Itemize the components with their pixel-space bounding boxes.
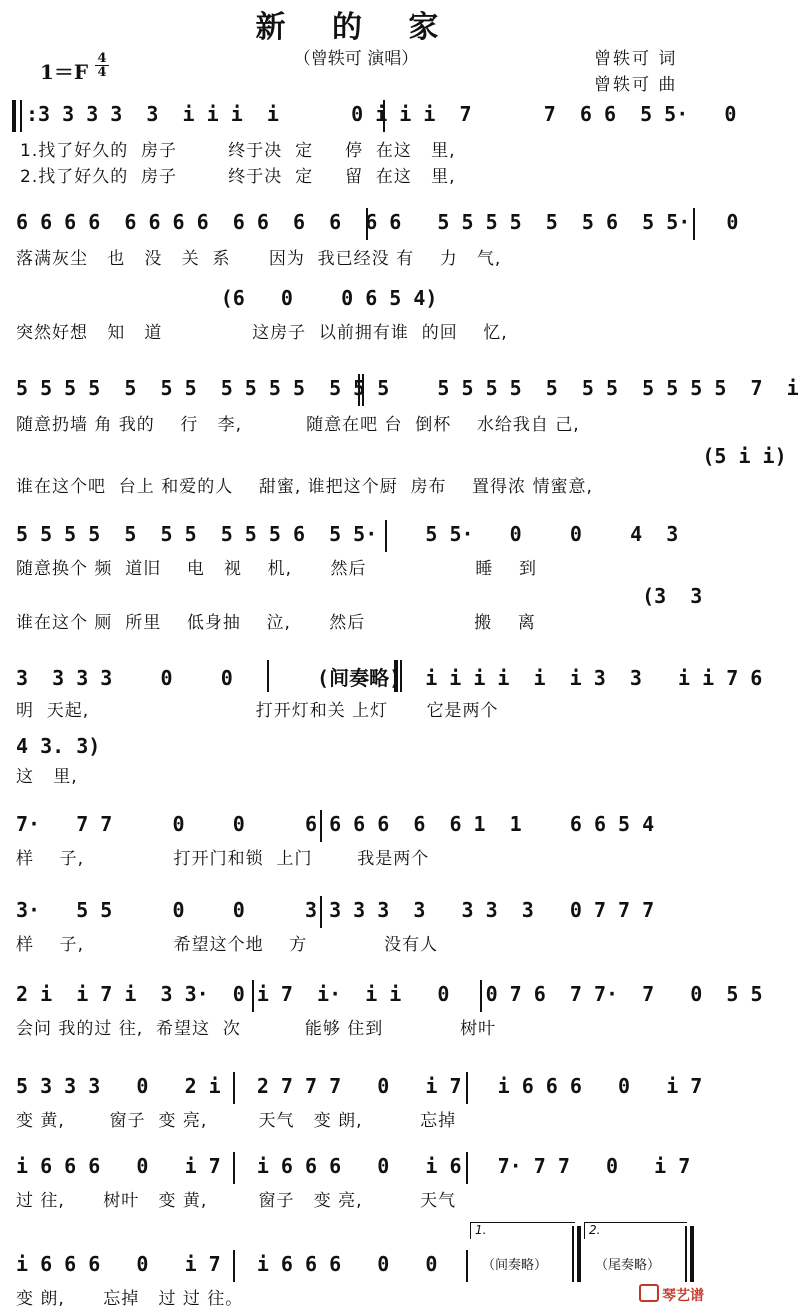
lyric-line: 这 里,	[16, 767, 78, 787]
time-signature-numerator: 4	[97, 51, 107, 66]
notation-line: 4 3. 3)	[16, 734, 101, 758]
lyric-line: 突然好想 知 道 这房子 以前拥有谁 的回 忆,	[16, 323, 508, 343]
lyric-line: 谁在这个 厕 所里 低身抽 泣, 然后 搬 离	[16, 613, 536, 633]
lyric-line: 随意扔墙 角 我的 行 李, 随意在吧 台 倒杯 水给我自 己,	[16, 415, 580, 435]
lyric-line: 随意换个 频 道旧 电 视 机, 然后 睡 到	[16, 559, 537, 579]
notation-line: (6 0 0 6 5 4)	[16, 286, 438, 310]
lyric-line-verse-2: 2.找了好久的 房子 终于决 定 留 在这 里,	[20, 167, 456, 187]
lyric-line: 会问 我的过 往, 希望这 次 能够 住到 树叶	[16, 1019, 497, 1039]
lyric-line: 变 朗, 忘掉 过 过 往。	[16, 1289, 244, 1309]
notation-line: i 6 6 6 0 i 7 i 6 6 6 0 0	[16, 1252, 438, 1276]
notation-line: 2 i i 7 i 3 3· 0 i 7 i· i i 0 0 7 6 7 7· 7 0 5 5	[16, 982, 763, 1006]
notation-line: 3· 5 5 0 0 3 3 3 3 3 3 3 3 0 7 7 7	[16, 898, 655, 922]
performer-line: （曾轶可 演唱）	[293, 49, 419, 69]
notation-line: 6 6 6 6 6 6 6 6 6 6 6 6 6 6 5 5 5 5 5 5 6 5 5· 0	[16, 210, 739, 234]
notation-line: 3 3 3 3 0 0 (间奏略) i i i i i i 3 3 i i 7 6	[16, 666, 763, 690]
song-title: 新 的 家	[255, 10, 457, 45]
notation-line: i 6 6 6 0 i 7 i 6 6 6 0 i 6 7· 7 7 0 i 7	[16, 1154, 691, 1178]
lyric-line: 过 往, 树叶 变 黄, 窗子 变 亮, 天气	[16, 1191, 457, 1211]
interlude-omitted-label: （间奏略）	[482, 1258, 548, 1273]
notation-line: 5 5 5 5 5 5 5 5 5 5 5 5 5 5 5 5 5 5 5 5 5 5 5 5 5 7 i	[16, 376, 799, 400]
notation-line: 5 3 3 3 0 2 i 2 7 7 7 0 i 7 i 6 6 6 0 i 7	[16, 1074, 703, 1098]
key-signature: 1＝F	[40, 60, 89, 84]
lyric-line: 落满灰尘 也 没 关 系 因为 我已经没 有 力 气,	[16, 249, 502, 269]
notation-line: :3 3 3 3 3 i i i i 0 i i i 7 7 6 6 5 5· 0	[26, 102, 737, 126]
lyric-line: 变 黄, 窗子 变 亮, 天气 变 朗, 忘掉	[16, 1111, 457, 1131]
lyric-line: 样 子, 打开门和锁 上门 我是两个	[16, 849, 430, 869]
lyric-line: 样 子, 希望这个地 方 没有人	[16, 935, 439, 955]
lyric-line-verse-1: 1.找了好久的 房子 终于决 定 停 在这 里,	[20, 141, 456, 161]
notation-line: (3 3	[16, 584, 703, 608]
lyric-line: 谁在这个吧 台上 和爱的人 甜蜜, 谁把这个厨 房布 置得浓 情蜜意,	[16, 477, 593, 497]
time-signature-denominator: 4	[95, 65, 109, 79]
notation-line: 7· 7 7 0 0 6 6 6 6 6 6 1 1 6 6 5 4	[16, 812, 655, 836]
lyric-line: 明 天起, 打开灯和关 上灯 它是两个	[16, 701, 499, 721]
outro-omitted-label: （尾奏略）	[595, 1258, 661, 1273]
time-signature	[95, 52, 109, 79]
second-ending-bracket: 2.	[584, 1222, 687, 1239]
notation-line: (5 i i)	[16, 444, 787, 468]
repeat-start-barline	[12, 100, 16, 132]
barline	[20, 100, 22, 132]
composer-credit: 曾轶可 曲	[594, 75, 678, 95]
notation-line: 5 5 5 5 5 5 5 5 5 5 6 5 5· 5 5· 0 0 4 3	[16, 522, 679, 546]
lyricist-credit: 曾轶可 词	[594, 49, 678, 69]
logo-icon	[639, 1284, 659, 1302]
watermark-logo: 琴艺谱	[639, 1284, 704, 1305]
first-ending-bracket: 1.	[470, 1222, 575, 1239]
